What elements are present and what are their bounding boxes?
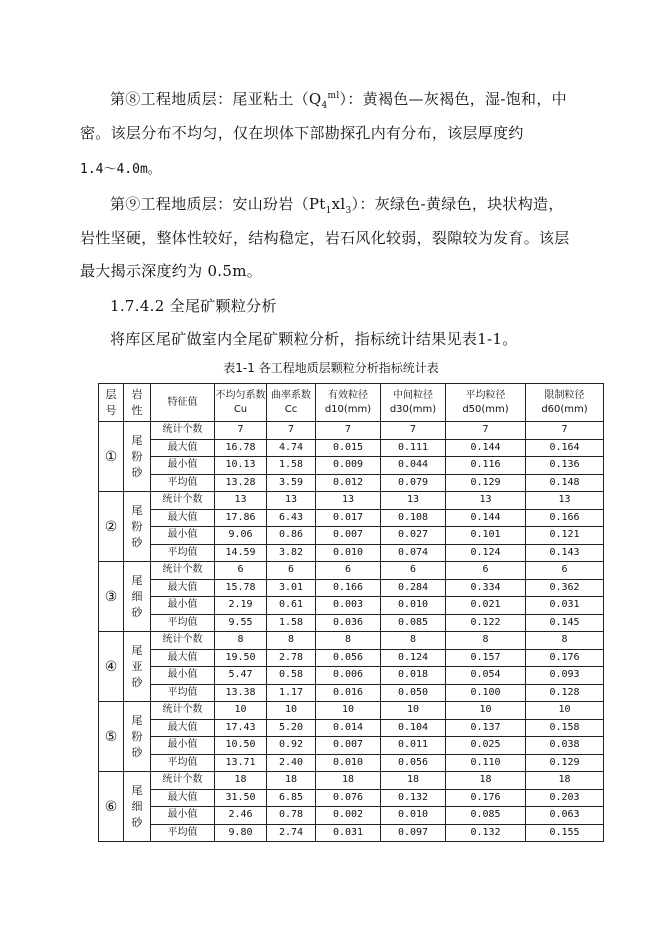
table-row	[99, 509, 604, 527]
header-rock	[124, 384, 151, 422]
table-row	[99, 527, 604, 545]
table-row	[99, 754, 604, 772]
stat-value: 0.111	[381, 439, 446, 457]
table-row	[99, 492, 604, 510]
stat-value: 0.92	[267, 737, 316, 755]
stat-value: 0.61	[267, 597, 316, 615]
stat-value: 0.006	[316, 667, 381, 685]
header-d10: 有效粒径d10(mm)	[316, 384, 381, 422]
stat-value: 1.58	[267, 614, 316, 632]
stat-value: 13.28	[215, 474, 267, 492]
stat-value: 5.47	[215, 667, 267, 685]
stat-value: 4.74	[267, 439, 316, 457]
stat-value: 0.104	[381, 719, 446, 737]
stat-value: 18	[446, 772, 526, 790]
stat-label: 最大值	[151, 719, 215, 737]
stat-value: 0.145	[526, 614, 604, 632]
superscript: ml	[327, 91, 340, 101]
stat-value: 31.50	[215, 789, 267, 807]
stat-value: 6	[316, 562, 381, 580]
header-text: 层号	[105, 387, 117, 417]
stat-label: 平均值	[151, 754, 215, 772]
stat-value: 13	[215, 492, 267, 510]
table-row	[99, 807, 604, 825]
stat-value: 10.50	[215, 737, 267, 755]
stat-value: 10	[446, 702, 526, 720]
stat-value: 0.025	[446, 737, 526, 755]
table-row	[99, 614, 604, 632]
stat-value: 0.58	[267, 667, 316, 685]
stat-label: 统计个数	[151, 632, 215, 650]
stat-value: 13	[381, 492, 446, 510]
stat-value: 0.031	[316, 824, 381, 842]
stat-value: 8	[446, 632, 526, 650]
stat-value: 0.164	[526, 439, 604, 457]
stat-value: 3.59	[267, 474, 316, 492]
table-row	[99, 632, 604, 650]
stat-value: 0.166	[316, 579, 381, 597]
layer-rock-type	[124, 492, 151, 562]
stat-value: 0.101	[446, 527, 526, 545]
stat-value: 9.80	[215, 824, 267, 842]
stat-value: 7	[215, 422, 267, 440]
table-row	[99, 649, 604, 667]
header-cc: 曲率系数Cc	[267, 384, 316, 422]
stat-value: 0.010	[381, 807, 446, 825]
stat-value: 8	[267, 632, 316, 650]
stat-value: 18	[267, 772, 316, 790]
layer-number: ⑤	[99, 702, 124, 772]
stat-value: 10	[267, 702, 316, 720]
stat-value: 0.334	[446, 579, 526, 597]
stat-label: 平均值	[151, 684, 215, 702]
stat-value: 6.85	[267, 789, 316, 807]
layer-rock-type	[124, 702, 151, 772]
rock-type-text: 尾粉砂	[131, 503, 143, 549]
stat-value: 0.110	[446, 754, 526, 772]
stat-value: 1.17	[267, 684, 316, 702]
stat-value: 0.014	[316, 719, 381, 737]
stat-value: 0.056	[381, 754, 446, 772]
stat-label: 统计个数	[151, 492, 215, 510]
stat-value: 0.076	[316, 789, 381, 807]
rock-type-text: 尾粉砂	[131, 713, 143, 759]
stat-value: 3.82	[267, 544, 316, 562]
header-feature: 特征值	[151, 384, 215, 422]
stat-value: 7	[381, 422, 446, 440]
text: ）：黄褐色—灰褐色，湿-饱和，中	[339, 90, 567, 108]
stat-value: 6	[526, 562, 604, 580]
stat-value: 13.71	[215, 754, 267, 772]
paragraph-layer-9-line-2: 岩性坚硬，整体性较好，结构稳定，岩石风化较弱，裂隙较为发育。该层	[80, 229, 570, 247]
stat-label: 最大值	[151, 649, 215, 667]
paragraph-layer-8-line-2: 密。该层分布不均匀，仅在坝体下部勘探孔内有分布，该层厚度约	[80, 124, 524, 142]
stat-value: 0.108	[381, 509, 446, 527]
table-row	[99, 737, 604, 755]
stat-value: 13.38	[215, 684, 267, 702]
stat-value: 0.003	[316, 597, 381, 615]
rock-type-text: 尾亚砂	[131, 643, 143, 689]
table-row	[99, 562, 604, 580]
stat-value: 17.43	[215, 719, 267, 737]
stat-value: 0.009	[316, 457, 381, 475]
stat-value: 8	[381, 632, 446, 650]
stat-value: 0.129	[526, 754, 604, 772]
stat-value: 0.128	[526, 684, 604, 702]
table-row	[99, 474, 604, 492]
stat-value: 0.148	[526, 474, 604, 492]
subscript: 3	[345, 206, 352, 216]
table-row	[99, 422, 604, 440]
layer-number: ①	[99, 422, 124, 492]
stat-value: 10	[316, 702, 381, 720]
stat-label: 最大值	[151, 789, 215, 807]
table-header-row	[99, 384, 604, 422]
stat-value: 0.116	[446, 457, 526, 475]
stat-value: 10	[381, 702, 446, 720]
stat-value: 0.054	[446, 667, 526, 685]
stat-value: 14.59	[215, 544, 267, 562]
stat-label: 最小值	[151, 737, 215, 755]
stat-value: 0.079	[381, 474, 446, 492]
stat-label: 最小值	[151, 457, 215, 475]
stat-value: 0.010	[381, 597, 446, 615]
header-d30: 中间粒径d30(mm)	[381, 384, 446, 422]
stat-value: 0.137	[446, 719, 526, 737]
header-cu: 不均匀系数Cu	[215, 384, 267, 422]
stat-value: 0.002	[316, 807, 381, 825]
intro-paragraph: 将库区尾矿做室内全尾矿颗粒分析，指标统计结果见表1-1。	[110, 330, 518, 348]
stat-value: 15.78	[215, 579, 267, 597]
paragraph-layer-9-line-3: 最大揭示深度约为 0.5m。	[80, 262, 263, 280]
table-row	[99, 544, 604, 562]
text: xl	[331, 195, 346, 213]
stat-value: 0.010	[316, 754, 381, 772]
stat-label: 最小值	[151, 667, 215, 685]
stat-value: 0.284	[381, 579, 446, 597]
stat-value: 0.015	[316, 439, 381, 457]
stat-value: 13	[446, 492, 526, 510]
stat-value: 0.176	[526, 649, 604, 667]
text: 第⑨工程地质层：安山玢岩（Pt	[110, 195, 326, 213]
text: ）：灰绿色-黄绿色，块状构造，	[351, 195, 564, 213]
paragraph-layer-8-line-3: 1.4～4.0m。	[80, 162, 161, 177]
stat-value: 6	[446, 562, 526, 580]
stat-value: 2.78	[267, 649, 316, 667]
stat-value: 9.06	[215, 527, 267, 545]
stat-label: 统计个数	[151, 702, 215, 720]
stat-value: 5.20	[267, 719, 316, 737]
stat-value: 7	[267, 422, 316, 440]
layer-number: ④	[99, 632, 124, 702]
layer-rock-type	[124, 772, 151, 842]
stat-value: 0.017	[316, 509, 381, 527]
stat-label: 平均值	[151, 544, 215, 562]
layer-number: ②	[99, 492, 124, 562]
table-row	[99, 684, 604, 702]
stat-value: 0.056	[316, 649, 381, 667]
stat-value: 0.155	[526, 824, 604, 842]
header-d50: 平均粒径d50(mm)	[446, 384, 526, 422]
stat-value: 2.19	[215, 597, 267, 615]
layer-rock-type	[124, 562, 151, 632]
header-d60: 限制粒径d60(mm)	[526, 384, 604, 422]
layer-number: ③	[99, 562, 124, 632]
stat-value: 0.021	[446, 597, 526, 615]
stat-value: 19.50	[215, 649, 267, 667]
stat-value: 0.038	[526, 737, 604, 755]
section-heading: 1.7.4.2 全尾矿颗粒分析	[110, 297, 277, 315]
stat-value: 0.158	[526, 719, 604, 737]
table-row	[99, 824, 604, 842]
header-text: 岩性	[131, 387, 143, 417]
stat-value: 0.86	[267, 527, 316, 545]
stat-value: 0.100	[446, 684, 526, 702]
stat-value: 2.74	[267, 824, 316, 842]
stat-value: 6	[215, 562, 267, 580]
table-row	[99, 667, 604, 685]
rock-type-text: 尾粉砂	[131, 433, 143, 479]
stat-value: 13	[526, 492, 604, 510]
stat-value: 0.203	[526, 789, 604, 807]
stat-value: 7	[446, 422, 526, 440]
stat-value: 0.124	[446, 544, 526, 562]
stat-value: 0.121	[526, 527, 604, 545]
stat-value: 13	[267, 492, 316, 510]
stat-label: 最小值	[151, 807, 215, 825]
stat-value: 0.031	[526, 597, 604, 615]
stat-label: 最大值	[151, 579, 215, 597]
stat-value: 18	[316, 772, 381, 790]
stat-value: 9.55	[215, 614, 267, 632]
stat-value: 0.050	[381, 684, 446, 702]
stat-value: 18	[215, 772, 267, 790]
table-caption: 表1-1 各工程地质层颗粒分析指标统计表	[223, 361, 439, 375]
stat-value: 0.007	[316, 737, 381, 755]
rock-type-text: 尾细砂	[131, 783, 143, 829]
header-layer	[99, 384, 124, 422]
table-row	[99, 597, 604, 615]
table-row	[99, 457, 604, 475]
stat-value: 6	[381, 562, 446, 580]
stat-value: 0.143	[526, 544, 604, 562]
table-row	[99, 439, 604, 457]
stat-value: 0.016	[316, 684, 381, 702]
stat-value: 0.018	[381, 667, 446, 685]
table-row	[99, 579, 604, 597]
stat-value: 0.132	[381, 789, 446, 807]
table-row	[99, 719, 604, 737]
stat-value: 7	[526, 422, 604, 440]
stat-label: 平均值	[151, 824, 215, 842]
paragraph-layer-8-line-1	[110, 88, 567, 111]
stat-label: 平均值	[151, 614, 215, 632]
layer-rock-type	[124, 632, 151, 702]
stat-value: 18	[526, 772, 604, 790]
stat-value: 3.01	[267, 579, 316, 597]
grain-analysis-table	[98, 383, 604, 842]
table-row	[99, 702, 604, 720]
stat-value: 0.157	[446, 649, 526, 667]
stat-value: 7	[316, 422, 381, 440]
layer-rock-type	[124, 422, 151, 492]
table-row	[99, 789, 604, 807]
table-row	[99, 772, 604, 790]
stat-value: 8	[215, 632, 267, 650]
stat-value: 0.027	[381, 527, 446, 545]
layer-number: ⑥	[99, 772, 124, 842]
stat-value: 0.136	[526, 457, 604, 475]
paragraph-layer-9-line-1	[110, 193, 564, 216]
stat-value: 0.007	[316, 527, 381, 545]
stat-label: 统计个数	[151, 772, 215, 790]
stat-value: 0.093	[526, 667, 604, 685]
rock-type-text: 尾细砂	[131, 573, 143, 619]
stat-value: 0.085	[381, 614, 446, 632]
stat-value: 0.124	[381, 649, 446, 667]
stat-value: 0.063	[526, 807, 604, 825]
stat-value: 1.58	[267, 457, 316, 475]
stat-value: 10	[215, 702, 267, 720]
stat-value: 18	[381, 772, 446, 790]
stat-label: 最小值	[151, 527, 215, 545]
stat-value: 0.097	[381, 824, 446, 842]
table-body	[99, 422, 604, 842]
stat-value: 0.176	[446, 789, 526, 807]
stat-value: 0.036	[316, 614, 381, 632]
stat-value: 0.144	[446, 439, 526, 457]
stat-value: 13	[316, 492, 381, 510]
stat-value: 6.43	[267, 509, 316, 527]
text: 第⑧工程地质层：尾亚粘土（Q	[110, 90, 322, 108]
stat-value: 16.78	[215, 439, 267, 457]
stat-value: 0.129	[446, 474, 526, 492]
stat-value: 10.13	[215, 457, 267, 475]
stat-value: 0.166	[526, 509, 604, 527]
stat-value: 0.132	[446, 824, 526, 842]
stat-value: 8	[526, 632, 604, 650]
stat-value: 0.074	[381, 544, 446, 562]
stat-value: 0.085	[446, 807, 526, 825]
stat-value: 10	[526, 702, 604, 720]
stat-label: 平均值	[151, 474, 215, 492]
stat-value: 17.86	[215, 509, 267, 527]
stat-label: 最小值	[151, 597, 215, 615]
stat-value: 0.78	[267, 807, 316, 825]
stat-value: 2.40	[267, 754, 316, 772]
stat-value: 0.011	[381, 737, 446, 755]
subscript: 1	[325, 206, 332, 216]
stat-value: 6	[267, 562, 316, 580]
stat-value: 0.362	[526, 579, 604, 597]
stat-label: 统计个数	[151, 422, 215, 440]
stat-value: 0.044	[381, 457, 446, 475]
stat-value: 2.46	[215, 807, 267, 825]
subscript: 4	[321, 101, 328, 111]
stat-value: 0.144	[446, 509, 526, 527]
stat-label: 统计个数	[151, 562, 215, 580]
stat-value: 0.122	[446, 614, 526, 632]
stat-value: 0.010	[316, 544, 381, 562]
stat-value: 8	[316, 632, 381, 650]
stat-label: 最大值	[151, 439, 215, 457]
stat-value: 0.012	[316, 474, 381, 492]
stat-label: 最大值	[151, 509, 215, 527]
